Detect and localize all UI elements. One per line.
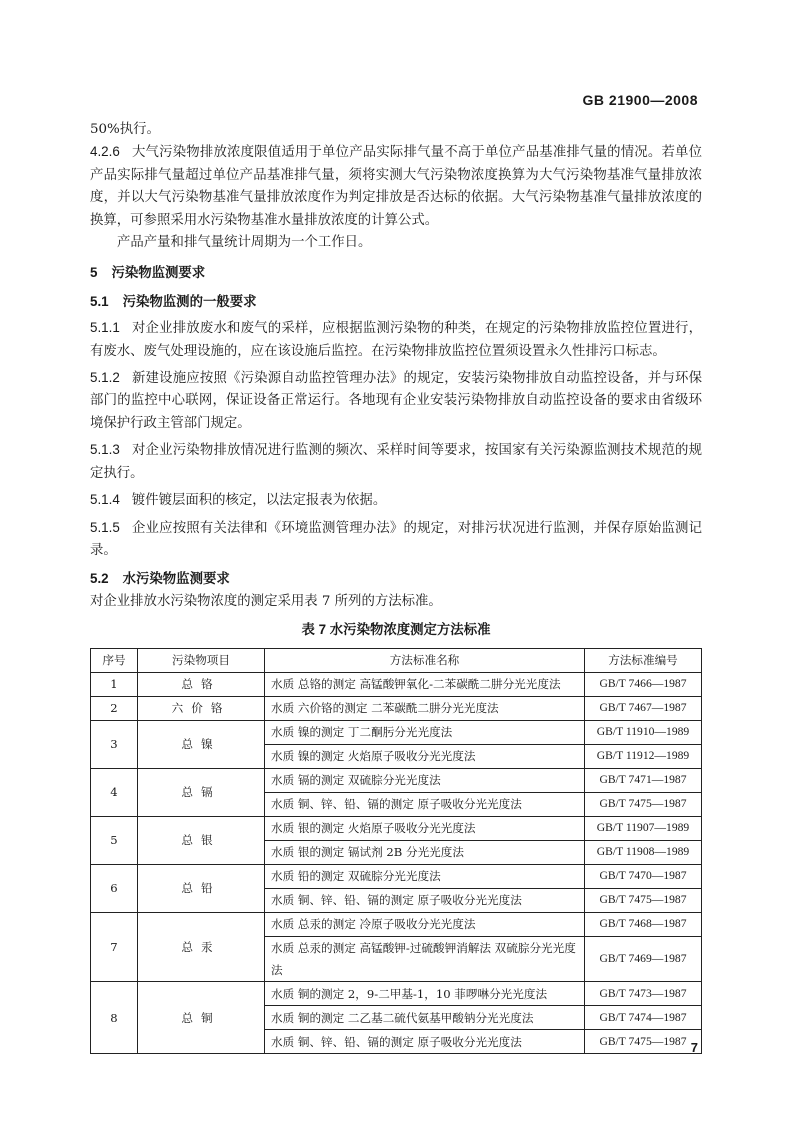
section-number: 5	[90, 265, 98, 281]
cell-method: 水质 铅的测定 双硫腙分光光度法	[265, 864, 585, 888]
paragraph-statistics-period: 产品产量和排气量统计周期为一个工作日。	[117, 235, 372, 251]
cell-code: GB/T 7475—1987	[585, 792, 702, 816]
header-method: 方法标准名称	[265, 648, 585, 672]
cell-seq: 4	[91, 768, 138, 816]
section-5-1-heading	[90, 291, 702, 313]
table-row	[91, 864, 702, 888]
clause-text: 对企业排放废水和废气的采样，应根据监测污染物的种类，在规定的污染物排放监控位置进行，有废水、废气处理设施的，应在该设施后监控。在污染物排放监控位置须设置永久性排污口标志。	[90, 321, 702, 359]
cell-seq: 3	[91, 720, 138, 768]
header-code: 方法标准编号	[585, 648, 702, 672]
cell-seq: 6	[91, 864, 138, 912]
cell-seq: 8	[91, 982, 138, 1054]
clause-number: 4.2.6	[90, 144, 120, 160]
paragraph-table-intro: 对企业排放水污染物浓度的测定采用表 7 所列的方法标准。	[90, 593, 442, 609]
header-item: 污染物项目	[138, 648, 265, 672]
paragraph-continuation: 50%执行。	[90, 122, 160, 137]
cell-method: 水质 总汞的测定 冷原子吸收分光光度法	[265, 912, 585, 936]
cell-code: GB/T 11907—1989	[585, 816, 702, 840]
cell-method: 水质 铜、锌、铅、镉的测定 原子吸收分光光度法	[265, 792, 585, 816]
cell-item: 总银	[138, 816, 265, 864]
section-5-2-heading	[90, 568, 702, 590]
cell-code: GB/T 11912—1989	[585, 744, 702, 768]
clause-text: 对企业污染物排放情况进行监测的频次、采样时间等要求，按国家有关污染源监测技术规范的规定执行。	[90, 443, 702, 481]
cell-code: GB/T 7468—1987	[585, 912, 702, 936]
clause-number: 5.1.4	[90, 492, 120, 508]
section-title: 污染物监测要求	[111, 265, 206, 281]
cell-seq: 1	[91, 672, 138, 696]
cell-code: GB/T 7471—1987	[585, 768, 702, 792]
table-row	[91, 696, 702, 720]
clause-5-1-2	[90, 367, 702, 435]
cell-code: GB/T 7470—1987	[585, 864, 702, 888]
standard-code: GB 21900—2008	[582, 92, 698, 108]
clause-text: 企业应按照有关法律和《环境监测管理办法》的规定，对排污状况进行监测，并保存原始监测记录。	[90, 520, 702, 558]
clause-number: 5.1.3	[90, 442, 120, 458]
cell-code: GB/T 7473—1987	[585, 982, 702, 1006]
cell-item: 总铅	[138, 864, 265, 912]
table-row	[91, 912, 702, 936]
cell-method: 水质 铜、锌、铅、镉的测定 原子吸收分光光度法	[265, 1030, 585, 1054]
table-caption: 表 7 水污染物浓度测定方法标准	[301, 622, 491, 638]
clause-number: 5.1.2	[90, 370, 120, 386]
cell-method: 水质 总铬的测定 高锰酸钾氧化-二苯碳酰二肼分光光度法	[265, 672, 585, 696]
cell-method: 水质 六价铬的测定 二苯碳酰二肼分光光度法	[265, 696, 585, 720]
cell-item: 总镍	[138, 720, 265, 768]
table-row	[91, 816, 702, 840]
cell-method: 水质 铜、锌、铅、镉的测定 原子吸收分光光度法	[265, 888, 585, 912]
table-body	[91, 672, 702, 1054]
document-body	[90, 119, 702, 1054]
clause-text: 大气污染物排放浓度限值适用于单位产品实际排气量不高于单位产品基准排气量的情况。若单位产品实际排气量超过单位产品基准排气量，须将实测大气污染物浓度换算为大气污染物基准气量排放浓度，并以大气污染物基准气量排放浓度作为判定排放是否达标的依据。大气污染物基准气量排放浓度的换算，可参照采用水污染物基准水量排放浓度的计算公式。	[90, 145, 702, 228]
cell-seq: 7	[91, 912, 138, 982]
clause-number: 5.1.1	[90, 320, 120, 336]
cell-seq: 5	[91, 816, 138, 864]
section-5-heading	[90, 262, 702, 284]
cell-code: GB/T 11908—1989	[585, 840, 702, 864]
cell-item: 总铜	[138, 982, 265, 1054]
cell-item: 总汞	[138, 912, 265, 982]
section-number: 5.2	[90, 571, 109, 587]
clause-5-1-3	[90, 439, 702, 485]
cell-code: GB/T 7475—1987	[585, 1030, 702, 1054]
clause-text: 新建设施应按照《污染源自动监控管理办法》的规定，安装污染物排放自动监控设备，并与环保部门的监控中心联网，保证设备正常运行。各地现有企业安装污染物排放自动监控设备的要求由省级环境保护行政主管部门规定。	[90, 371, 702, 431]
table-row	[91, 720, 702, 744]
cell-method: 水质 镍的测定 火焰原子吸收分光光度法	[265, 744, 585, 768]
table-row	[91, 672, 702, 696]
clause-text: 镀件镀层面积的核定，以法定报表为依据。	[131, 493, 387, 509]
clause-number: 5.1.5	[90, 519, 120, 535]
methods-table	[90, 648, 702, 1055]
table-row	[91, 982, 702, 1006]
clause-5-1-1	[90, 317, 702, 363]
cell-code: GB/T 7474—1987	[585, 1006, 702, 1030]
cell-code: GB/T 7475—1987	[585, 888, 702, 912]
cell-method: 水质 银的测定 镉试剂 2B 分光光度法	[265, 840, 585, 864]
clause-4-2-6	[90, 141, 702, 232]
table-row	[91, 768, 702, 792]
cell-method: 水质 铜的测定 二乙基二硫代氨基甲酸钠分光光度法	[265, 1006, 585, 1030]
cell-item: 总铬	[138, 672, 265, 696]
cell-method: 水质 总汞的测定 高锰酸钾-过硫酸钾消解法 双硫腙分光光度法	[265, 936, 585, 982]
section-title: 水污染物监测要求	[122, 571, 230, 587]
cell-code: GB/T 7467—1987	[585, 696, 702, 720]
cell-seq: 2	[91, 696, 138, 720]
page-number: 7	[690, 1040, 698, 1055]
cell-method: 水质 镍的测定 丁二酮肟分光光度法	[265, 720, 585, 744]
cell-method: 水质 镉的测定 双硫腙分光光度法	[265, 768, 585, 792]
clause-5-1-5	[90, 517, 702, 563]
cell-item: 六价铬	[138, 696, 265, 720]
section-number: 5.1	[90, 293, 109, 309]
header-seq: 序号	[91, 648, 138, 672]
cell-code: GB/T 7466—1987	[585, 672, 702, 696]
cell-item: 总镉	[138, 768, 265, 816]
cell-method: 水质 银的测定 火焰原子吸收分光光度法	[265, 816, 585, 840]
cell-code: GB/T 11910—1989	[585, 720, 702, 744]
cell-method: 水质 铜的测定 2，9-二甲基-1，10 菲啰啉分光光度法	[265, 982, 585, 1006]
section-title: 污染物监测的一般要求	[122, 293, 257, 309]
table-header-row	[91, 648, 702, 672]
cell-code: GB/T 7469—1987	[585, 936, 702, 982]
clause-5-1-4	[90, 489, 702, 512]
